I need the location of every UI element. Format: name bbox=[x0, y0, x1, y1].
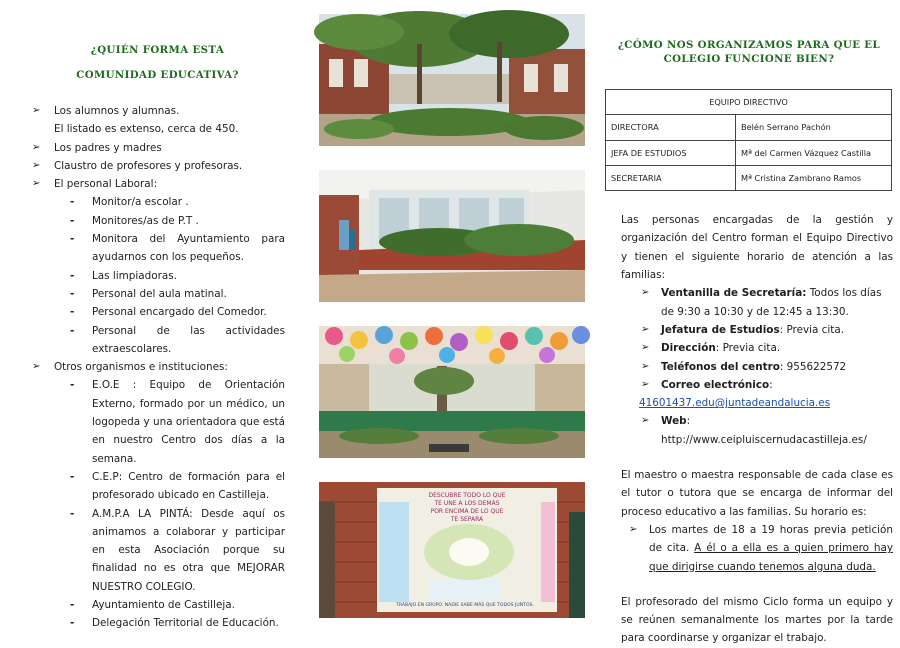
list-item: ➢ Teléfonos del centro: 955622572 bbox=[641, 358, 893, 376]
list-item: - Monitor/a escolar . bbox=[70, 196, 189, 209]
list-item: - C.E.P: Centro de formación para el profesorado ubicado en Castilleja. bbox=[70, 470, 285, 502]
arrow-bullet-icon: ➢ bbox=[641, 342, 650, 354]
list-item: - E.O.E : Equipo de Orientación Externo, formado por un médico, un logopeda y una orientadora que está en nuestro Centro dos días a la semana. bbox=[70, 379, 285, 465]
table-title: EQUIPO DIRECTIVO bbox=[606, 90, 892, 115]
list-item: - A.M.P.A LA PINTÁ: Desde aquí os animamos a colaborar y participar en esta Asociación porque su finalidad no es otra que MEJORAR NUESTRO COLEGIO. bbox=[70, 507, 285, 593]
corridor-photo bbox=[319, 170, 585, 302]
mural-photo bbox=[319, 482, 585, 618]
arrow-bullet-icon: ➢ bbox=[629, 523, 638, 535]
intro-paragraph: Las personas encargadas de la gestión y organización del Centro forman el Equipo Directivo y tienen el siguiente horario de atención a las familias: bbox=[621, 214, 893, 282]
list-item: - Monitores/as de P.T . bbox=[70, 214, 199, 227]
ciclo-paragraph: El profesorado del mismo Ciclo forma un equipo y se reúnen semanalmente los martes por la tarde para coordinarse y organizar el trabajo. bbox=[621, 595, 893, 645]
list-item: ➢ Claustro de profesores y profesoras. bbox=[30, 157, 285, 175]
list-item: ➢ Web: http://www.ceipluiscernudacastilleja.es/ bbox=[641, 412, 893, 449]
patio-umbrella-photo bbox=[319, 326, 585, 458]
contact-list bbox=[605, 284, 893, 449]
left-column bbox=[30, 38, 285, 633]
photo-column bbox=[319, 14, 585, 618]
arrow-bullet-icon: ➢ bbox=[32, 159, 41, 171]
mural-line-4: TE SEPARA bbox=[450, 516, 484, 523]
list-item: - Delegación Territorial de Educación. bbox=[70, 617, 279, 630]
list-item: ➢ Los padres y madres bbox=[30, 139, 285, 157]
community-list bbox=[30, 102, 285, 633]
mural-line-2: TE UNE A LOS DEMÁS bbox=[434, 500, 500, 507]
tutor-paragraph: El maestro o maestra responsable de cada clase es el tutor o tutora que se encarga de informar del proceso educativo a las familias. Su horario es: bbox=[621, 469, 893, 518]
arrow-bullet-icon: ➢ bbox=[32, 105, 41, 116]
list-item: ➢ Jefatura de Estudios: Previa cita. bbox=[641, 321, 893, 339]
list-item: - Monitora del Ayuntamiento para ayudarnos con los pequeños. bbox=[70, 233, 285, 264]
arrow-bullet-icon: ➢ bbox=[32, 141, 41, 153]
arrow-bullet-icon: ➢ bbox=[641, 287, 650, 299]
list-item: ➢ Los alumnos y alumnas. El listado es extenso, cerca de 450. bbox=[30, 102, 285, 139]
arrow-bullet-icon: ➢ bbox=[32, 361, 41, 373]
courtyard-photo bbox=[319, 14, 585, 146]
arrow-bullet-icon: ➢ bbox=[641, 360, 650, 372]
laboral-list bbox=[30, 193, 285, 358]
table-row: DIRECTORA Belén Serrano Pachón bbox=[606, 115, 892, 140]
list-item: - Personal de las actividades extraescolares. bbox=[70, 324, 285, 355]
arrow-bullet-icon: ➢ bbox=[32, 178, 41, 190]
arrow-bullet-icon: ➢ bbox=[641, 378, 650, 390]
list-item: ➢ Dirección: Previa cita. bbox=[641, 339, 893, 357]
list-item: - Las limpiadoras. bbox=[70, 269, 177, 282]
list-item: - Personal encargado del Comedor. bbox=[70, 306, 267, 319]
list-item: ➢ Otros organismos e instituciones: - E.O.E : Equipo de Orientación Externo, formado por un médico, un logopeda y una orientadora que está en nuestro Centro dos días a la semana. - C.E.P: Centro de formación para el profesorado ubicado en Castilleja. - A.M.P.A LA PINTÁ: Desde aquí os animamos a colaborar y participar en esta Asociación porque su finalidad no es otra que MEJORAR NUESTRO COLEGIO. - Ayuntamiento de Castilleja. - Delegación Territorial de Educación. bbox=[30, 358, 285, 632]
list-item: ➢ Ventanilla de Secretaría: Todos los días de 9:30 a 10:30 y de 12:45 a 13:30. bbox=[641, 284, 893, 321]
web-link[interactable]: : http://www.ceipluiscernudacastilleja.es/ bbox=[661, 415, 867, 446]
mural-line-1: DESCUBRE TODO LO QUE bbox=[428, 492, 506, 499]
management-table bbox=[605, 89, 892, 191]
tutor-list bbox=[605, 521, 893, 576]
list-item: ➢ Correo electrónico: bbox=[641, 376, 893, 394]
mural-bottom-text: TRABAJO EN GRUPO. NADIE SABE MÁS QUE TODOS JUNTOS. bbox=[396, 603, 534, 608]
table-row: SECRETARIA Mª Cristina Zambrano Ramos bbox=[606, 165, 892, 190]
list-item: ➢ Los martes de 18 a 19 horas previa petición de cita. A él o a ella es a quien primero hay que dirigirse cuando tenemos alguna duda. bbox=[629, 521, 893, 576]
mural-line-3: POR ENCIMA DE LO QUE bbox=[430, 508, 504, 515]
right-column bbox=[605, 38, 893, 648]
list-item: ➢ El personal Laboral: - Monitor/a escolar . - Monitores/as de P.T . - Monitora del Ayuntamiento para ayudarnos con los pequeños. - Las limpiadoras. - Personal del aula matinal. - Personal encargado del Comedor. - Personal de las actividades extraescolares. bbox=[30, 175, 285, 358]
organization-heading: ¿CÓMO NOS ORGANIZAMOS PARA QUE EL COLEGIO FUNCIONE BIEN? bbox=[617, 39, 881, 65]
arrow-bullet-icon: ➢ bbox=[641, 415, 650, 427]
list-item: - Personal del aula matinal. bbox=[70, 287, 227, 300]
community-heading: ¿QUIÉN FORMA ESTA COMUNIDAD EDUCATIVA? bbox=[76, 44, 239, 81]
email-link[interactable]: 41601437.edu@juntadeandalucia.es bbox=[639, 397, 831, 410]
table-row: JEFA DE ESTUDIOS Mª del Carmen Vázquez Castilla bbox=[606, 140, 892, 165]
otros-list bbox=[30, 376, 285, 632]
list-item: - Ayuntamiento de Castilleja. bbox=[70, 599, 235, 612]
list-item bbox=[639, 394, 893, 412]
arrow-bullet-icon: ➢ bbox=[641, 323, 650, 335]
